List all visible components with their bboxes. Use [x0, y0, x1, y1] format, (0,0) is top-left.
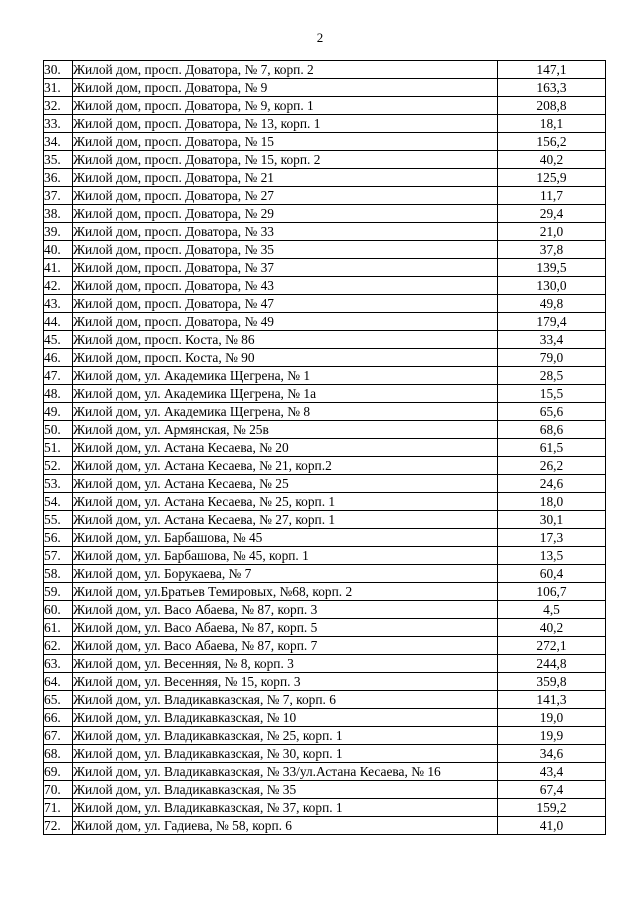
table-row [44, 619, 606, 637]
row-address: Жилой дом, ул. Владикавказская, № 35 [73, 781, 498, 799]
row-address: Жилой дом, ул. Васо Абаева, № 87, корп. 7 [73, 637, 498, 655]
row-value: 40,2 [498, 151, 606, 169]
row-address: Жилой дом, просп. Доватора, № 9, корп. 1 [73, 97, 498, 115]
row-address: Жилой дом, ул. Владикавказская, № 7, корп. 6 [73, 691, 498, 709]
row-address: Жилой дом, ул. Астана Кесаева, № 27, корп. 1 [73, 511, 498, 529]
row-number: 55. [44, 511, 73, 529]
row-address: Жилой дом, просп. Доватора, № 47 [73, 295, 498, 313]
row-address: Жилой дом, ул. Барбашова, № 45, корп. 1 [73, 547, 498, 565]
table-row [44, 421, 606, 439]
row-address: Жилой дом, ул. Владикавказская, № 37, корп. 1 [73, 799, 498, 817]
table-row [44, 583, 606, 601]
table-row [44, 565, 606, 583]
row-number: 37. [44, 187, 73, 205]
row-number: 42. [44, 277, 73, 295]
row-number: 48. [44, 385, 73, 403]
row-address: Жилой дом, просп. Доватора, № 33 [73, 223, 498, 241]
row-number: 38. [44, 205, 73, 223]
row-value: 18,1 [498, 115, 606, 133]
table-row [44, 277, 606, 295]
table-row [44, 493, 606, 511]
row-value: 18,0 [498, 493, 606, 511]
row-number: 39. [44, 223, 73, 241]
row-address: Жилой дом, просп. Доватора, № 49 [73, 313, 498, 331]
row-address: Жилой дом, просп. Коста, № 86 [73, 331, 498, 349]
row-address: Жилой дом, ул. Астана Кесаева, № 20 [73, 439, 498, 457]
row-number: 34. [44, 133, 73, 151]
row-value: 43,4 [498, 763, 606, 781]
table-row [44, 529, 606, 547]
row-number: 60. [44, 601, 73, 619]
row-value: 17,3 [498, 529, 606, 547]
row-address: Жилой дом, просп. Доватора, № 9 [73, 79, 498, 97]
row-value: 179,4 [498, 313, 606, 331]
table-row [44, 655, 606, 673]
row-number: 53. [44, 475, 73, 493]
row-number: 62. [44, 637, 73, 655]
row-number: 36. [44, 169, 73, 187]
row-value: 37,8 [498, 241, 606, 259]
table-body [44, 61, 606, 835]
table-row [44, 475, 606, 493]
row-address: Жилой дом, ул. Владикавказская, № 30, корп. 1 [73, 745, 498, 763]
row-address: Жилой дом, просп. Доватора, № 7, корп. 2 [73, 61, 498, 79]
row-value: 65,6 [498, 403, 606, 421]
table-row [44, 133, 606, 151]
row-value: 147,1 [498, 61, 606, 79]
row-value: 33,4 [498, 331, 606, 349]
table-row [44, 259, 606, 277]
row-value: 49,8 [498, 295, 606, 313]
row-number: 59. [44, 583, 73, 601]
row-value: 13,5 [498, 547, 606, 565]
row-number: 49. [44, 403, 73, 421]
row-address: Жилой дом, ул. Академика Щегрена, № 8 [73, 403, 498, 421]
row-number: 51. [44, 439, 73, 457]
table-row [44, 187, 606, 205]
table-row [44, 673, 606, 691]
table-row [44, 511, 606, 529]
row-value: 139,5 [498, 259, 606, 277]
table-row [44, 799, 606, 817]
table-row [44, 97, 606, 115]
row-address: Жилой дом, ул. Васо Абаева, № 87, корп. 5 [73, 619, 498, 637]
row-number: 32. [44, 97, 73, 115]
row-number: 68. [44, 745, 73, 763]
row-value: 141,3 [498, 691, 606, 709]
row-address: Жилой дом, ул. Владикавказская, № 10 [73, 709, 498, 727]
row-address: Жилой дом, ул. Академика Щегрена, № 1а [73, 385, 498, 403]
table-row [44, 637, 606, 655]
row-number: 52. [44, 457, 73, 475]
row-address: Жилой дом, ул. Весенняя, № 15, корп. 3 [73, 673, 498, 691]
row-number: 66. [44, 709, 73, 727]
row-number: 63. [44, 655, 73, 673]
row-number: 30. [44, 61, 73, 79]
row-address: Жилой дом, ул. Армянская, № 25в [73, 421, 498, 439]
row-address: Жилой дом, просп. Коста, № 90 [73, 349, 498, 367]
row-value: 40,2 [498, 619, 606, 637]
row-address: Жилой дом, ул. Владикавказская, № 25, корп. 1 [73, 727, 498, 745]
row-value: 30,1 [498, 511, 606, 529]
address-table [43, 60, 606, 835]
table-row [44, 385, 606, 403]
row-number: 54. [44, 493, 73, 511]
table-row [44, 115, 606, 133]
row-address: Жилой дом, просп. Доватора, № 29 [73, 205, 498, 223]
table-row [44, 745, 606, 763]
row-number: 50. [44, 421, 73, 439]
table-row [44, 169, 606, 187]
row-value: 26,2 [498, 457, 606, 475]
table-row [44, 727, 606, 745]
row-number: 72. [44, 817, 73, 835]
row-number: 56. [44, 529, 73, 547]
row-value: 359,8 [498, 673, 606, 691]
row-number: 35. [44, 151, 73, 169]
row-value: 67,4 [498, 781, 606, 799]
row-address: Жилой дом, просп. Доватора, № 15 [73, 133, 498, 151]
row-value: 68,6 [498, 421, 606, 439]
row-number: 69. [44, 763, 73, 781]
table-row [44, 817, 606, 835]
row-value: 159,2 [498, 799, 606, 817]
row-address: Жилой дом, ул. Астана Кесаева, № 25, корп. 1 [73, 493, 498, 511]
row-number: 47. [44, 367, 73, 385]
table-row [44, 61, 606, 79]
row-value: 15,5 [498, 385, 606, 403]
row-value: 4,5 [498, 601, 606, 619]
row-value: 156,2 [498, 133, 606, 151]
row-address: Жилой дом, ул. Борукаева, № 7 [73, 565, 498, 583]
row-number: 70. [44, 781, 73, 799]
row-number: 57. [44, 547, 73, 565]
row-address: Жилой дом, ул. Весенняя, № 8, корп. 3 [73, 655, 498, 673]
table-row [44, 331, 606, 349]
row-number: 58. [44, 565, 73, 583]
row-value: 125,9 [498, 169, 606, 187]
table-row [44, 403, 606, 421]
row-number: 61. [44, 619, 73, 637]
table-row [44, 709, 606, 727]
row-address: Жилой дом, ул.Братьев Темировых, №68, корп. 2 [73, 583, 498, 601]
row-value: 244,8 [498, 655, 606, 673]
table-row [44, 439, 606, 457]
row-number: 31. [44, 79, 73, 97]
table-row [44, 781, 606, 799]
row-number: 65. [44, 691, 73, 709]
row-value: 11,7 [498, 187, 606, 205]
row-value: 28,5 [498, 367, 606, 385]
table-row [44, 223, 606, 241]
row-value: 61,5 [498, 439, 606, 457]
row-address: Жилой дом, ул. Астана Кесаева, № 21, корп.2 [73, 457, 498, 475]
row-value: 24,6 [498, 475, 606, 493]
table-row [44, 151, 606, 169]
table-row [44, 367, 606, 385]
table-row [44, 313, 606, 331]
row-value: 60,4 [498, 565, 606, 583]
row-value: 106,7 [498, 583, 606, 601]
row-address: Жилой дом, ул. Гадиева, № 58, корп. 6 [73, 817, 498, 835]
row-address: Жилой дом, просп. Доватора, № 37 [73, 259, 498, 277]
table-row [44, 241, 606, 259]
table-row [44, 763, 606, 781]
row-number: 40. [44, 241, 73, 259]
row-number: 44. [44, 313, 73, 331]
row-address: Жилой дом, просп. Доватора, № 21 [73, 169, 498, 187]
row-address: Жилой дом, просп. Доватора, № 43 [73, 277, 498, 295]
table-row [44, 205, 606, 223]
row-value: 208,8 [498, 97, 606, 115]
row-address: Жилой дом, просп. Доватора, № 13, корп. 1 [73, 115, 498, 133]
table-row [44, 547, 606, 565]
row-value: 41,0 [498, 817, 606, 835]
page-number: 2 [316, 30, 324, 45]
table-row [44, 79, 606, 97]
table-row [44, 295, 606, 313]
row-address: Жилой дом, ул. Барбашова, № 45 [73, 529, 498, 547]
row-address: Жилой дом, ул. Астана Кесаева, № 25 [73, 475, 498, 493]
row-value: 79,0 [498, 349, 606, 367]
row-number: 67. [44, 727, 73, 745]
row-number: 71. [44, 799, 73, 817]
row-address: Жилой дом, просп. Доватора, № 35 [73, 241, 498, 259]
row-value: 19,0 [498, 709, 606, 727]
table-row [44, 601, 606, 619]
row-number: 64. [44, 673, 73, 691]
table-row [44, 691, 606, 709]
row-number: 45. [44, 331, 73, 349]
row-address: Жилой дом, ул. Академика Щегрена, № 1 [73, 367, 498, 385]
row-number: 33. [44, 115, 73, 133]
table-row [44, 457, 606, 475]
row-address: Жилой дом, просп. Доватора, № 27 [73, 187, 498, 205]
row-number: 43. [44, 295, 73, 313]
row-value: 272,1 [498, 637, 606, 655]
row-value: 34,6 [498, 745, 606, 763]
row-value: 130,0 [498, 277, 606, 295]
row-value: 29,4 [498, 205, 606, 223]
row-address: Жилой дом, просп. Доватора, № 15, корп. 2 [73, 151, 498, 169]
row-value: 163,3 [498, 79, 606, 97]
row-number: 46. [44, 349, 73, 367]
row-value: 19,9 [498, 727, 606, 745]
table-row [44, 349, 606, 367]
row-address: Жилой дом, ул. Владикавказская, № 33/ул.Астана Кесаева, № 16 [73, 763, 498, 781]
row-address: Жилой дом, ул. Васо Абаева, № 87, корп. 3 [73, 601, 498, 619]
row-number: 41. [44, 259, 73, 277]
row-value: 21,0 [498, 223, 606, 241]
